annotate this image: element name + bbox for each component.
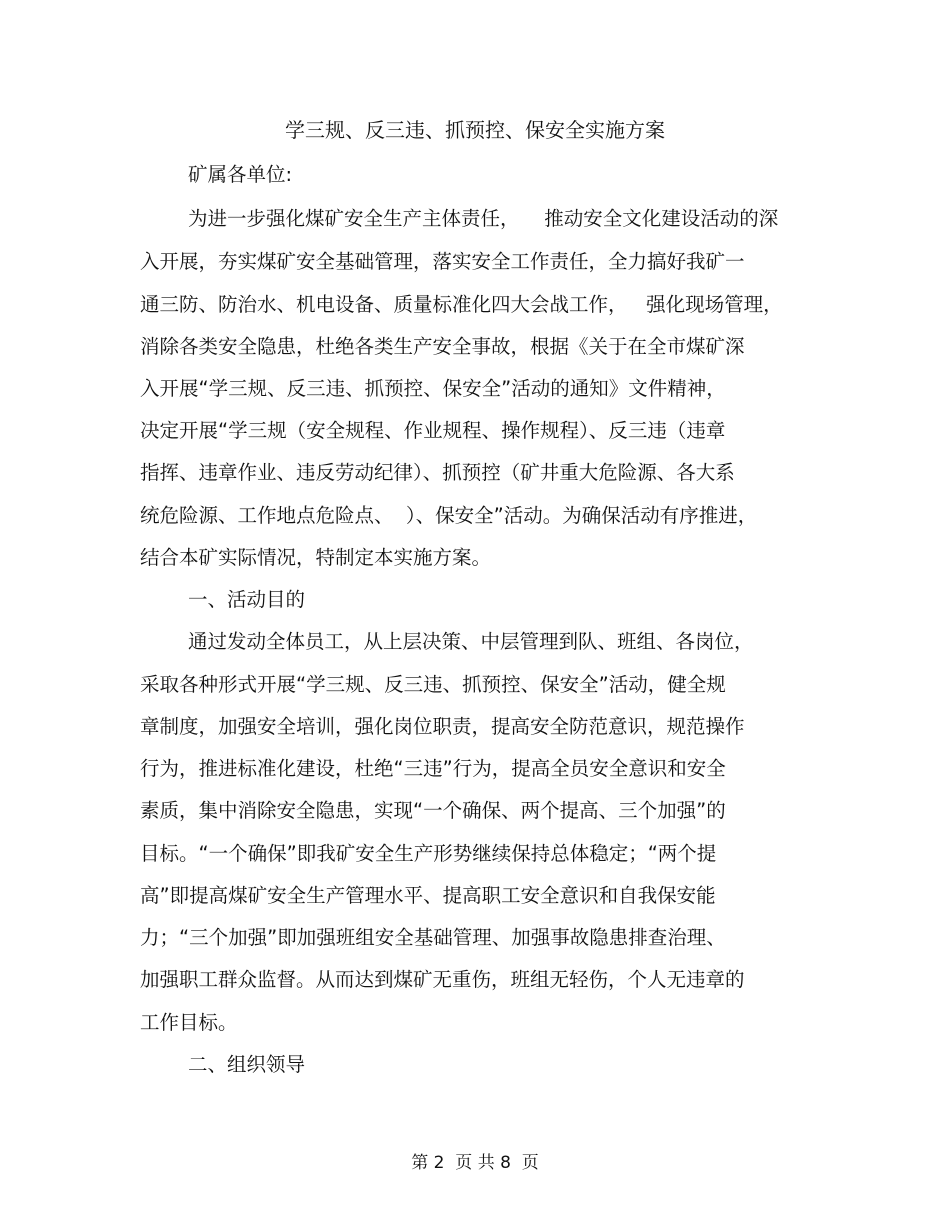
paragraph-line: 素质，集中消除安全隐患，实现“一个确保、两个提高、三个加强”的 — [140, 799, 726, 822]
paragraph-line: 通过发动全体员工，从上层决策、中层管理到队、班组、各岗位， — [188, 630, 754, 653]
paragraph-line: 采取各种形式开展“学三规、反三违、抓预控、保安全”活动，健全规 — [140, 673, 726, 696]
paragraph-line: 力；“三个加强”即加强班组安全基础管理、加强事故隐患排查治理、 — [140, 926, 726, 949]
paragraph-line: 消除各类安全隐患，杜绝各类生产安全事故，根据《关于在全市煤矿深 — [140, 335, 745, 358]
salutation: 矿属各单位: — [188, 163, 293, 186]
paragraph-line: 入开展“学三规、反三违、抓预控、保安全”活动的通知》文件精神， — [140, 377, 726, 400]
paragraph-line: 目标。“一个确保”即我矿安全生产形势继续保持总体稳定；“两个提 — [140, 842, 717, 865]
paragraph-line: 工作目标。 — [140, 1011, 238, 1034]
document-title: 学三规、反三违、抓预控、保安全实施方案 — [285, 118, 665, 142]
paragraph-line: 章制度，加强安全培训，强化岗位职责，提高安全防范意识，规范操作 — [140, 715, 745, 738]
section-heading: 一、活动目的 — [188, 588, 306, 611]
paragraph-line: 指挥、违章作业、违反劳动纪律）、抓预控（矿井重大危险源、各大系 — [140, 461, 735, 484]
paragraph-line: 入开展，夯实煤矿安全基础管理，落实安全工作责任，全力搞好我矿一 — [140, 250, 745, 273]
paragraph-line: 行为，推进标准化建设，杜绝“三违”行为，提高全员安全意识和安全 — [140, 757, 726, 780]
paragraph-line: 加强职工群众监督。从而达到煤矿无重伤，班组无轻伤，个人无违章的 — [140, 968, 745, 991]
paragraph-line: 决定开展“学三规（安全规程、作业规程、操作规程）、反三违（违章 — [140, 419, 726, 442]
paragraph-line: 高”即提高煤矿安全生产管理水平、提高职工安全意识和自我保安能 — [140, 884, 716, 907]
paragraph-line: 通三防、防治水、机电设备、质量标准化四大会战工作， 强化现场管理， — [140, 293, 783, 316]
paragraph-line: 为进一步强化煤矿安全生产主体责任， 推动安全文化建设活动的深 — [188, 207, 779, 230]
section-heading: 二、组织领导 — [188, 1053, 306, 1076]
paragraph-line: 统危险源、工作地点危险点、 ）、保安全”活动。为确保活动有序推进， — [140, 504, 758, 527]
page-footer: 第 2 页 共 8 页 — [411, 1153, 539, 1173]
paragraph-line: 结合本矿实际情况，特制定本实施方案。 — [140, 546, 492, 569]
